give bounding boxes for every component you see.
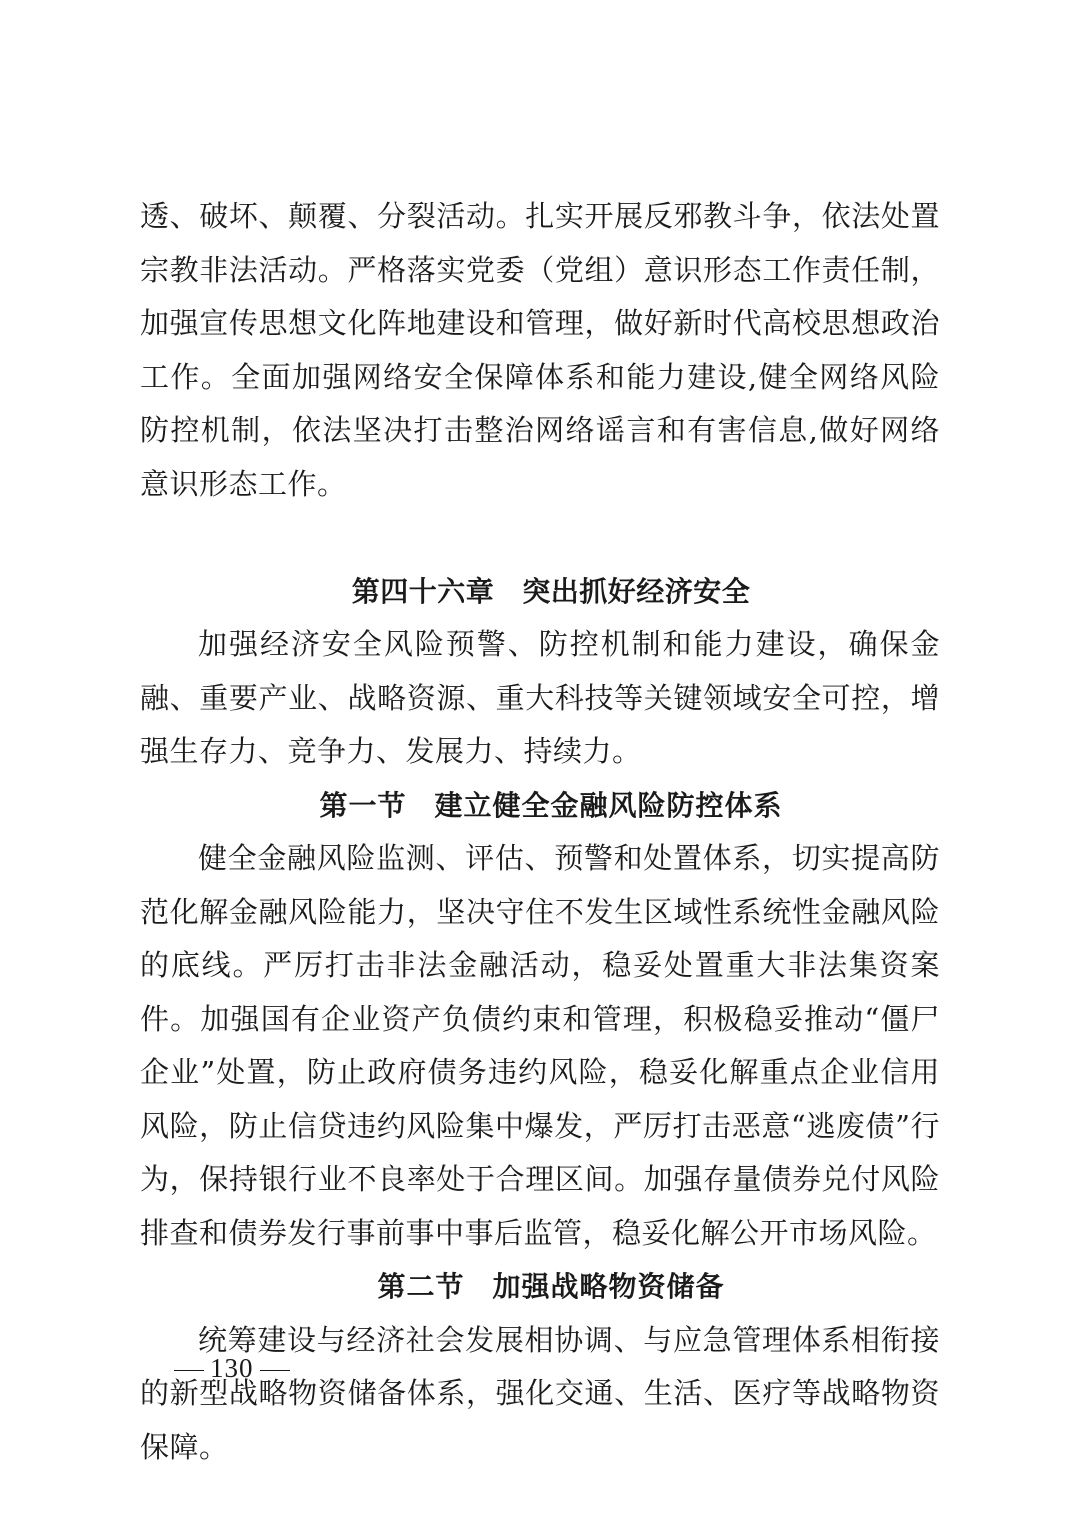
section-body-paragraph: 健全金融风险监测、评估、预警和处置体系，切实提高防范化解金融风险能力，坚决守住不发生区域性系统性金融风险的底线。严厉打击非法金融活动，稳妥处置重大非法集资案件。加强国有企业资产负债约束和管理，积极稳妥推动“僵尸企业”处置，防止政府债务违约风险，稳妥化解重点企业信用风险，防止信贷违约风险集中爆发，严厉打击恶意“逃废债”行为，保持银行业不良率处于合理区间。加强存量债券兑付风险排查和债券发行事前事中事后监管，稳妥化解公开市场风险。 — [140, 841, 940, 1250]
continuation-paragraph: 透、破坏、颠覆、分裂活动。扎实开展反邪教斗争，依法处置宗教非法活动。严格落实党委（党组）意识形态工作责任制，加强宣传思想文化阵地建设和管理，做好新时代高校思想政治工作。全面加强网络安全保障体系和能力建设,健全网络风险防控机制，依法坚决打击整治网络谣言和有害信息,做好网络意识形态工作。 — [140, 199, 940, 501]
chapter-spacer — [140, 511, 940, 565]
page-number: 130 — [210, 1353, 254, 1383]
dash-right — [260, 1370, 290, 1371]
page-number-footer — [168, 1348, 296, 1388]
section-number: 第二节 — [377, 1270, 465, 1303]
chapter-number: 第四十六章 — [351, 574, 495, 608]
chapter-heading — [140, 565, 940, 619]
chapter-title: 突出抓好经济安全 — [522, 574, 751, 608]
section-title: 建立健全金融风险防控体系 — [434, 788, 783, 822]
section-heading — [140, 779, 940, 833]
section-body-paragraph: 统筹建设与经济社会发展相协调、与应急管理体系相衔接的新型战略物资储备体系，强化交通、生活、医疗等战略物资保障。 — [140, 1322, 940, 1464]
section-title: 加强战略物资储备 — [492, 1270, 725, 1303]
dash-left — [174, 1370, 204, 1371]
chapter-intro-paragraph: 加强经济安全风险预警、防控机制和能力建设，确保金融、重要产业、战略资源、重大科技等关键领域安全可控，增强生存力、竞争力、发展力、持续力。 — [140, 627, 940, 768]
section-heading — [140, 1260, 940, 1314]
section-number: 第一节 — [319, 788, 407, 822]
document-page — [140, 190, 940, 1474]
